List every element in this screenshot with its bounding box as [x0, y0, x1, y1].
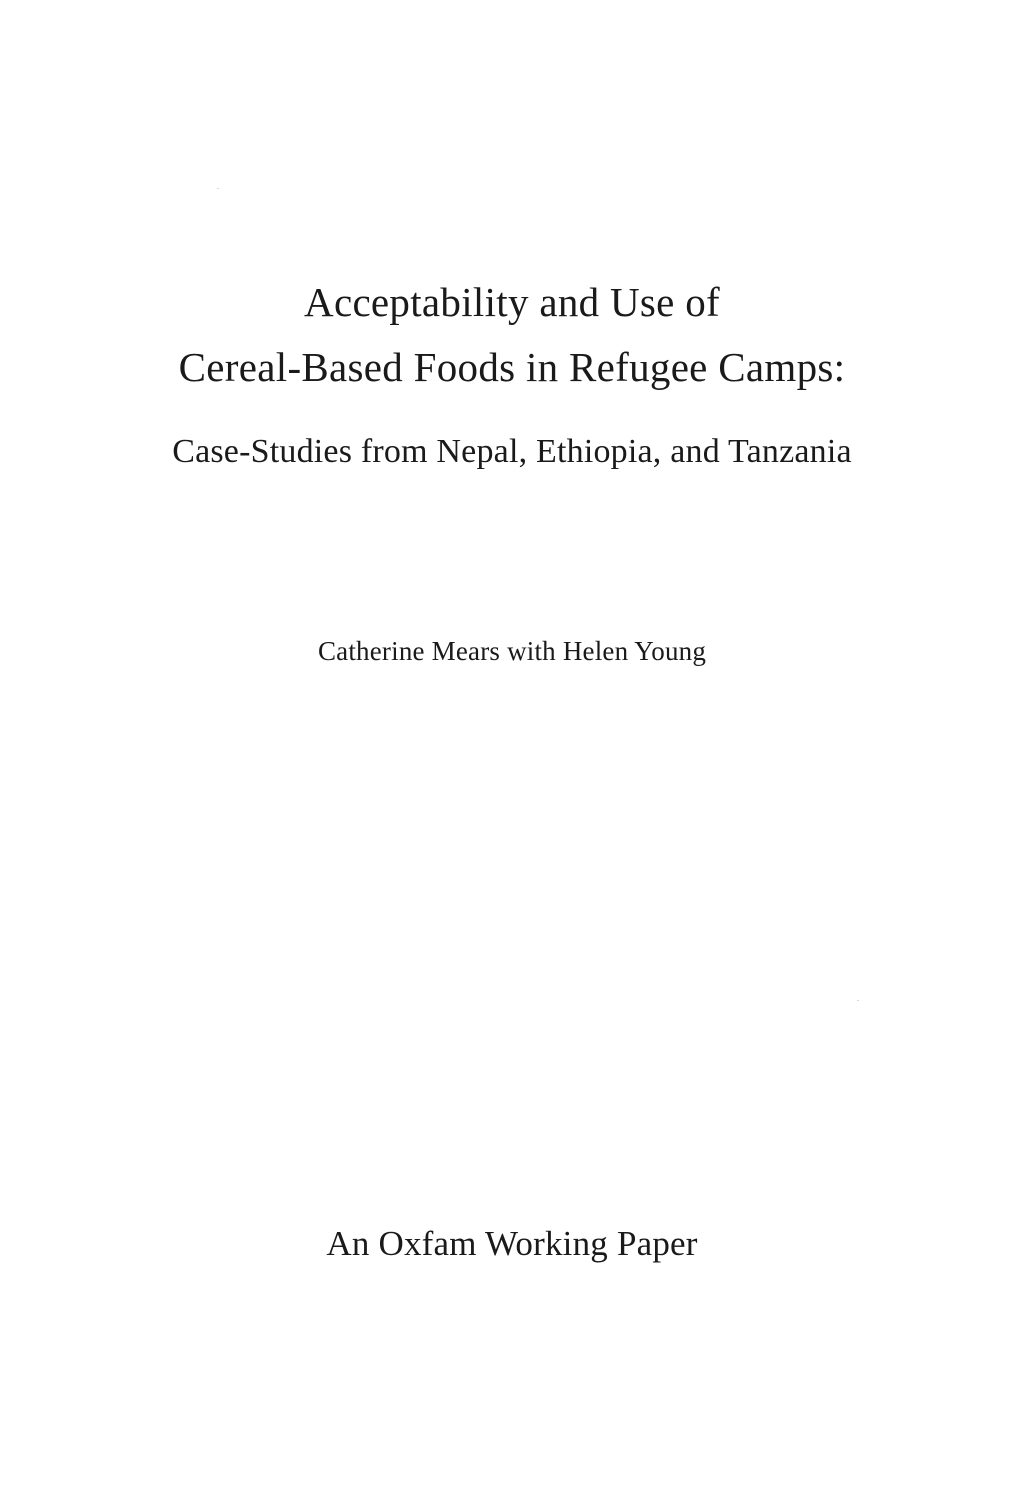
author-line: Catherine Mears with Helen Young [317, 636, 707, 666]
series-name: An Oxfam Working Paper [326, 1224, 698, 1263]
title-line-2: Cereal-Based Foods in Refugee Camps: [178, 344, 846, 390]
scan-speck [217, 188, 219, 189]
scan-speck [857, 1000, 859, 1001]
title-line-1: Acceptability and Use of [304, 279, 720, 325]
subtitle: Case-Studies from Nepal, Ethiopia, and Tanzania [172, 433, 852, 470]
